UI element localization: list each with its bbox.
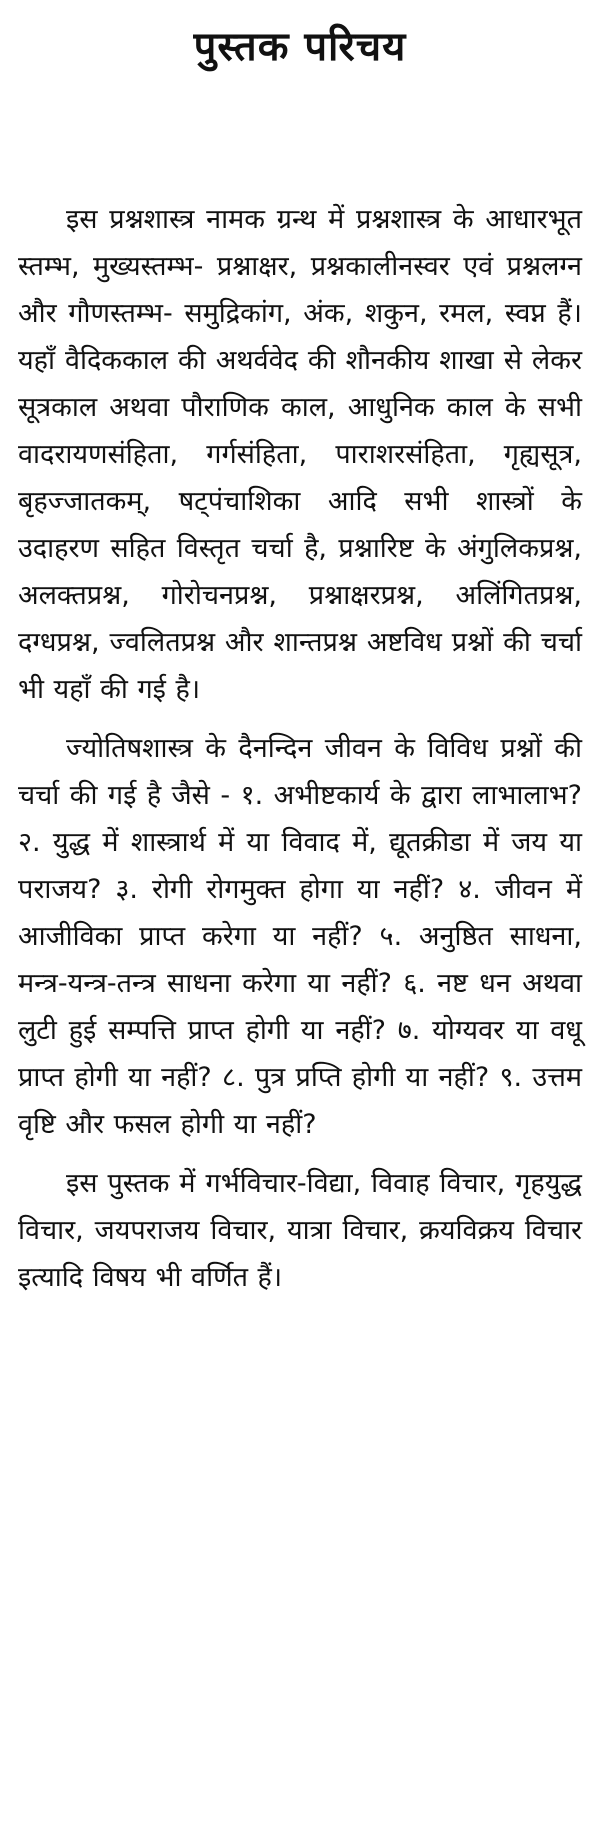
paragraph-topics: इस पुस्तक में गर्भविचार-विद्या, विवाह विचार, गृहयुद्ध विचार, जयपराजय विचार, यात्रा विचार, क्रयविक्रय विचार इत्यादि विषय भी वर्णित हैं। (18, 1168, 582, 1293)
paragraph-overview: इस प्रश्नशास्त्र नामक ग्रन्थ में प्रश्नशास्त्र के आधारभूत स्तम्भ, मुख्यस्तम्भ- प्रश्नाक्षर, प्रश्नकालीनस्वर एवं प्रश्नलग्न और गौणस्तम्भ- समुद्रिकांग, अंक, शकुन, रमल, स्वप्न हैं। यहाँ वैदिककाल की अथर्ववेद की शौनकीय शाखा से लेकर सूत्रकाल अथवा पौराणिक काल, आधुनिक काल के सभी वादरायणसंहिता, गर्गसंहिता, पाराशरसंहिता, गृह्यसूत्र, बृहज्जातकम्, षट्पंचाशिका आदि सभी शास्त्रों के उदाहरण सहित विस्तृत चर्चा है, प्रश्नारिष्ट के अंगुलिकप्रश्न, अलक्तप्रश्न, गोरोचनप्रश्न, प्रश्नाक्षरप्रश्न, अलिंगितप्रश्न, दग्धप्रश्न, ज्वलितप्रश्न और शान्तप्रश्न अष्टविध प्रश्नों की चर्चा भी यहाँ की गई है। (18, 204, 582, 705)
introduction-body (18, 196, 582, 1313)
page-title: पुस्तक परिचय (193, 24, 407, 70)
paragraph-questions-list: ज्योतिषशास्त्र के दैनन्दिन जीवन के विविध प्रश्नों की चर्चा की गई है जैसे - १. अभीष्टकार्य के द्वारा लाभालाभ? २. युद्ध में शास्त्रार्थ में या विवाद में, द्यूतक्रीडा में जय या पराजय? ३. रोगी रोगमुक्त होगा या नहीं? ४. जीवन में आजीविका प्राप्त करेगा या नहीं? ५. अनुष्ठित साधना, मन्त्र-यन्त्र-तन्त्र साधना करेगा या नहीं? ६. नष्ट धन अथवा लुटी हुई सम्पत्ति प्राप्त होगी या नहीं? ७. योग्यवर या वधू प्राप्त होगी या नहीं? ८. पुत्र प्रप्ति होगी या नहीं? ९. उत्तम वृष्टि और फसल होगी या नहीं? (18, 733, 582, 1140)
